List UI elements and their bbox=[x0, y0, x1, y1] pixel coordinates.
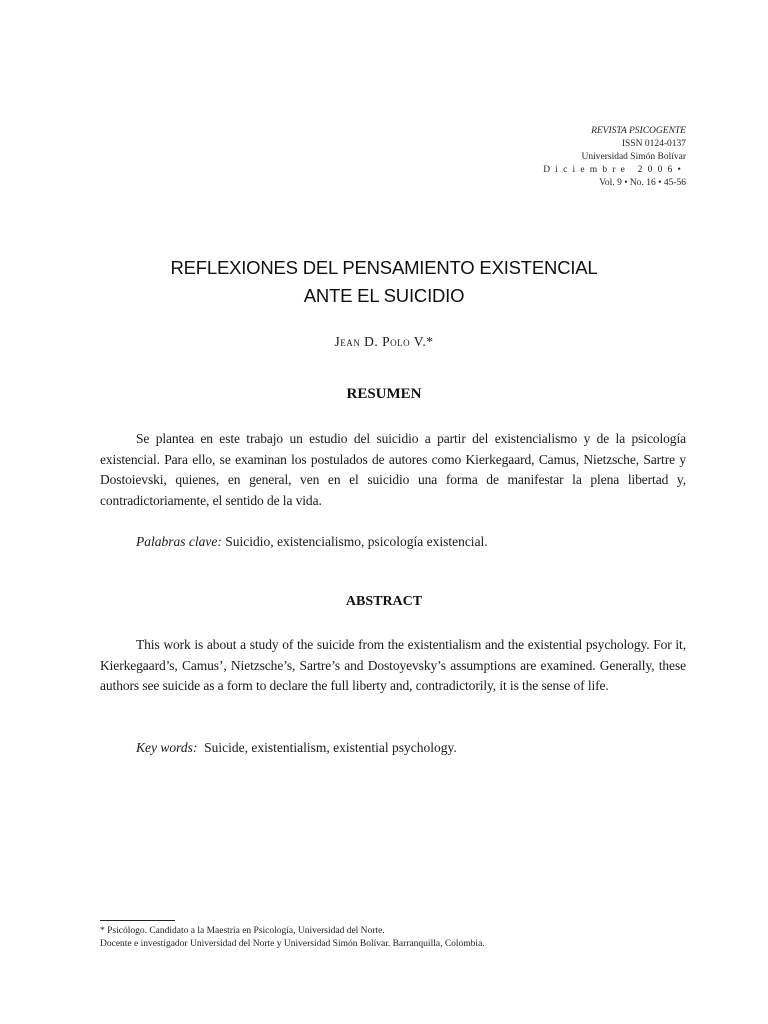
resumen-keywords-label: Palabras clave: bbox=[136, 534, 222, 549]
footnote-line1: * Psicólogo. Candidato a la Maestría en Psicología, Universidad del Norte. bbox=[100, 926, 385, 936]
abstract-keywords-list: Suicide, existentialism, existential psychology. bbox=[197, 740, 457, 755]
footnote bbox=[100, 925, 700, 950]
article-title-line1: REFLEXIONES DEL PENSAMIENTO EXISTENCIAL bbox=[170, 257, 598, 278]
resumen-body: Se plantea en este trabajo un estudio del suicidio a partir del existencialismo y de la psicología existencial. Para ello, se examinan los postulados de autores como Kierkegaard, Camus, Nietzsche, Sartre y Dostoievski, quienes, en general, ven en el suicidio una forma de manifestar la plena libertad y, contradictoriamente, el sentido de la vida. bbox=[100, 431, 686, 508]
article-title bbox=[0, 254, 768, 310]
journal-volume: Vol. 9 • No. 16 • 45-56 bbox=[599, 178, 686, 188]
resumen-keywords bbox=[136, 532, 696, 552]
abstract-keywords bbox=[136, 738, 696, 758]
article-author: Jean D. Polo V.* bbox=[334, 334, 434, 349]
journal-name: REVISTA PSICOGENTE bbox=[591, 126, 686, 136]
article-title-line2: ANTE EL SUICIDIO bbox=[303, 285, 465, 306]
abstract-body: This work is about a study of the suicide from the existentialism and the existential psychology. For it, Kierkegaard’s, Camus’, Nietzsche’s, Sartre’s and Dostoyevsky’s assumptions are examined. Generally, these authors see suicide as a form to declare the full liberty and, contradictorily, it is the sense of life. bbox=[100, 637, 686, 693]
abstract-keywords-label: Key words: bbox=[136, 740, 198, 755]
footnote-rule bbox=[100, 920, 175, 921]
resumen-keywords-list: Suicidio, existencialismo, psicología existencial. bbox=[221, 534, 488, 549]
journal-info bbox=[543, 125, 686, 190]
footnote-line2: Docente e investigador Universidad del Norte y Universidad Simón Bolívar. Barranquilla, Colombia. bbox=[100, 938, 485, 949]
abstract-heading: ABSTRACT bbox=[345, 594, 423, 609]
journal-issn: ISSN 0124-0137 bbox=[621, 139, 686, 149]
resumen-heading: RESUMEN bbox=[346, 386, 422, 402]
journal-date: Diciembre 2006• bbox=[543, 165, 686, 175]
journal-university: Universidad Simón Bolívar bbox=[581, 152, 686, 162]
